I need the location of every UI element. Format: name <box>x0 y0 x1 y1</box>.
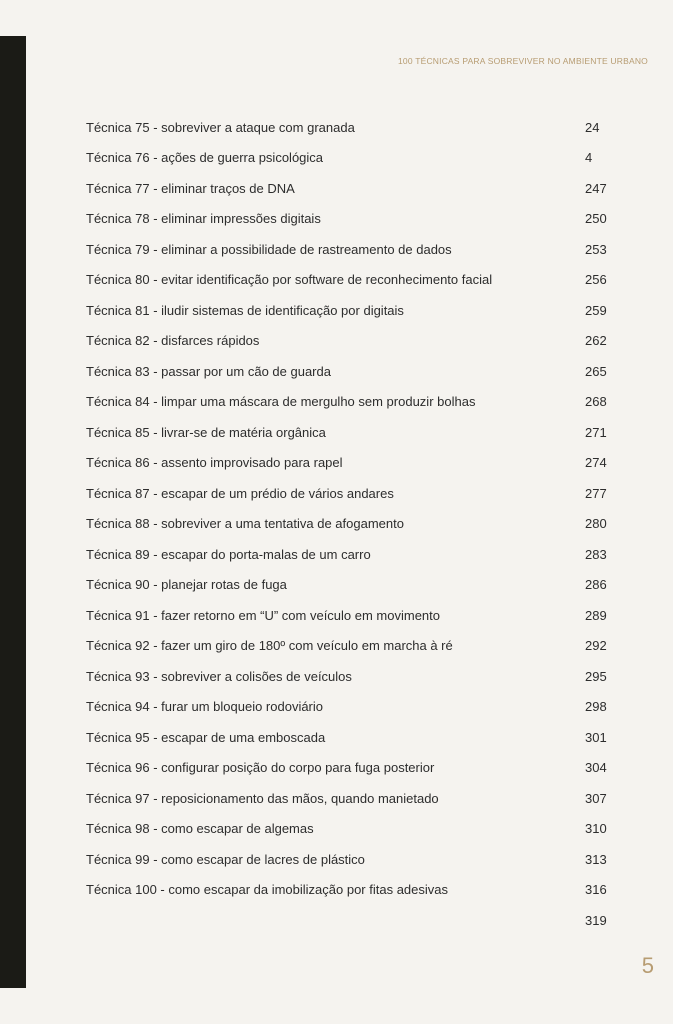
toc-entry-page: 253 <box>585 241 607 257</box>
toc-entry[interactable] <box>86 417 616 448</box>
toc-entry-page: 280 <box>585 516 607 532</box>
toc-entry[interactable] <box>86 112 616 143</box>
toc-entry-title: Técnica 95 - escapar de uma emboscada <box>86 729 326 745</box>
toc-entry-title: Técnica 90 - planejar rotas de fuga <box>86 577 287 593</box>
toc-entry-title: Técnica 80 - evitar identificação por software de reconhecimento facial <box>86 272 493 288</box>
toc-entry-page: 316 <box>585 882 607 898</box>
toc-entry[interactable] <box>86 722 616 753</box>
toc-entry-page: 319 <box>585 912 607 928</box>
toc-entry-title: Técnica 94 - furar um bloqueio rodoviário <box>86 699 324 715</box>
toc-entry[interactable] <box>86 143 616 174</box>
toc-entry-page: 268 <box>585 394 607 410</box>
toc-entry[interactable] <box>86 234 616 265</box>
toc-entry[interactable] <box>86 783 616 814</box>
toc-entry-title: Técnica 82 - disfarces rápidos <box>86 333 260 349</box>
toc-entry[interactable] <box>86 631 616 662</box>
toc-entry-page: 301 <box>585 729 607 745</box>
toc-entry[interactable] <box>86 905 616 936</box>
toc-entry-page: 298 <box>585 699 607 715</box>
toc-entry[interactable] <box>86 173 616 204</box>
toc-entry-page: 310 <box>585 821 607 837</box>
toc-entry[interactable] <box>86 814 616 845</box>
toc-entry[interactable] <box>86 753 616 784</box>
toc-entry[interactable] <box>86 295 616 326</box>
toc-entry[interactable] <box>86 326 616 357</box>
toc-entry[interactable] <box>86 478 616 509</box>
toc-entry-page: 4 <box>585 150 593 166</box>
table-of-contents <box>86 112 616 936</box>
toc-entry-title: Técnica 93 - sobreviver a colisões de veículos <box>86 668 352 684</box>
toc-entry-page: 313 <box>585 851 607 867</box>
toc-entry-title: Técnica 79 - eliminar a possibilidade de rastreamento de dados <box>86 241 452 257</box>
toc-entry-page: 265 <box>585 363 607 379</box>
toc-entry-title: Técnica 92 - fazer um giro de 180º com veículo em marcha à ré <box>86 638 453 654</box>
toc-entry-title: Técnica 88 - sobreviver a uma tentativa de afogamento <box>86 516 404 532</box>
toc-entry-title: Técnica 87 - escapar de um prédio de vários andares <box>86 485 394 501</box>
toc-entry[interactable] <box>86 875 616 906</box>
toc-entry-title: Técnica 89 - escapar do porta-malas de um carro <box>86 546 371 562</box>
toc-entry-title: Técnica 75 - sobreviver a ataque com granada <box>86 119 355 135</box>
toc-entry[interactable] <box>86 661 616 692</box>
toc-entry-page: 250 <box>585 211 607 227</box>
toc-entry[interactable] <box>86 448 616 479</box>
toc-entry[interactable] <box>86 509 616 540</box>
toc-entry[interactable] <box>86 387 616 418</box>
toc-entry-page: 292 <box>585 638 607 654</box>
toc-entry-page: 271 <box>585 424 607 440</box>
running-header: 100 TÉCNICAS PARA SOBREVIVER NO AMBIENTE URBANO <box>398 56 648 66</box>
toc-entry-page: 24 <box>585 119 600 135</box>
toc-entry-title: Técnica 76 - ações de guerra psicológica <box>86 150 324 166</box>
toc-entry-title: Técnica 83 - passar por um cão de guarda <box>86 363 331 379</box>
toc-entry[interactable] <box>86 844 616 875</box>
toc-entry[interactable] <box>86 265 616 296</box>
toc-entry-title: Técnica 86 - assento improvisado para rapel <box>86 455 343 471</box>
page-spine-bar <box>0 36 26 988</box>
toc-entry-page: 247 <box>585 180 607 196</box>
toc-entry-page: 295 <box>585 668 607 684</box>
toc-entry-page: 304 <box>585 760 607 776</box>
toc-entry-page: 307 <box>585 790 607 806</box>
toc-entry-page: 259 <box>585 302 607 318</box>
toc-entry-title: Técnica 84 - limpar uma máscara de mergulho sem produzir bolhas <box>86 394 476 410</box>
toc-entry-page: 289 <box>585 607 607 623</box>
toc-entry-title: Técnica 91 - fazer retorno em “U” com veículo em movimento <box>86 607 441 623</box>
toc-entry-title: Técnica 85 - livrar-se de matéria orgânica <box>86 424 326 440</box>
toc-entry[interactable] <box>86 570 616 601</box>
toc-entry-title: Técnica 100 - como escapar da imobilização por fitas adesivas <box>86 882 449 898</box>
toc-entry-page: 262 <box>585 333 607 349</box>
toc-entry[interactable] <box>86 356 616 387</box>
toc-entry-title: Técnica 81 - iludir sistemas de identificação por digitais <box>86 302 404 318</box>
toc-entry-title: Técnica 96 - configurar posição do corpo para fuga posterior <box>86 760 435 776</box>
toc-entry[interactable] <box>86 692 616 723</box>
toc-entry-page: 286 <box>585 577 607 593</box>
toc-entry-title: Técnica 97 - reposicionamento das mãos, quando manietado <box>86 790 439 806</box>
toc-entry[interactable] <box>86 600 616 631</box>
toc-entry-title: Técnica 99 - como escapar de lacres de plástico <box>86 851 365 867</box>
toc-entry-title: Técnica 78 - eliminar impressões digitais <box>86 211 321 227</box>
toc-entry[interactable] <box>86 204 616 235</box>
page-number: 5 <box>641 953 654 978</box>
toc-entry-title: Técnica 77 - eliminar traços de DNA <box>86 180 295 196</box>
toc-entry-page: 283 <box>585 546 607 562</box>
toc-entry-page: 256 <box>585 272 607 288</box>
toc-entry-page: 274 <box>585 455 607 471</box>
toc-entry-page: 277 <box>585 485 607 501</box>
toc-entry-title: Técnica 98 - como escapar de algemas <box>86 821 314 837</box>
toc-entry[interactable] <box>86 539 616 570</box>
